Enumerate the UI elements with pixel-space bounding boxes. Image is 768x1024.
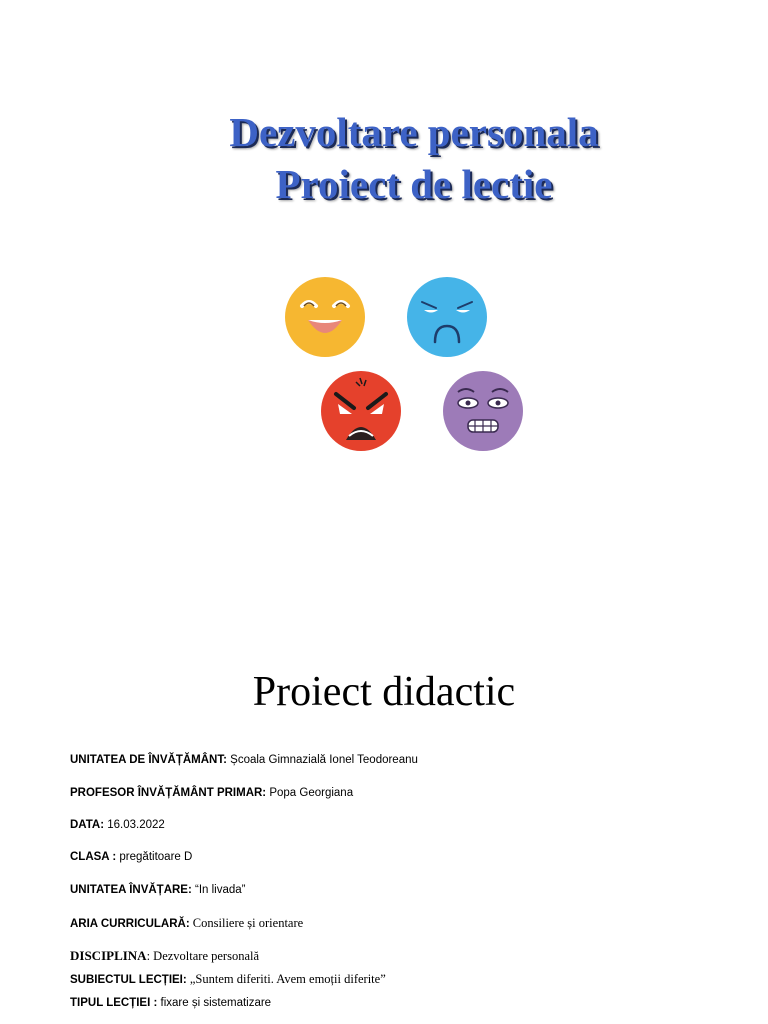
field-learning-unit — [70, 884, 246, 896]
title-line-1: Dezvoltare personala — [229, 109, 599, 155]
anxious-face-icon — [442, 370, 524, 452]
field-label: PROFESOR ÎNVĂȚĂMÂNT PRIMAR: — [70, 787, 267, 799]
field-label: DISCIPLINA — [70, 948, 147, 963]
field-value: Școala Gimnazială Ionel Teodoreanu — [226, 754, 418, 766]
field-value: „Suntem diferiti. Avem emoții diferite” — [186, 972, 386, 986]
field-curricular-area — [70, 916, 303, 931]
emotion-faces-illustration — [280, 268, 530, 458]
field-value: fixare și sistematizare — [157, 997, 272, 1009]
field-label: ARIA CURRICULARĂ: — [70, 918, 190, 930]
document-subtitle: Proiect didactic — [252, 669, 516, 715]
field-date — [70, 819, 165, 831]
field-label: SUBIECTUL LECȚIEI: — [70, 974, 187, 986]
field-value: Popa Georgiana — [266, 787, 354, 799]
field-label: UNITATEA ÎNVĂȚARE: — [70, 884, 192, 896]
field-teacher — [70, 787, 353, 799]
sad-face-icon — [406, 276, 488, 358]
field-value: Consiliere și orientare — [189, 916, 304, 930]
field-discipline — [70, 948, 259, 964]
field-value: “In livada” — [191, 884, 246, 896]
field-label: TIPUL LECȚIEI : — [70, 997, 158, 1009]
happy-face-icon — [284, 276, 366, 358]
field-value: pregătitoare D — [116, 851, 193, 863]
field-value: : Dezvoltare personală — [146, 949, 260, 963]
field-lesson-subject — [70, 972, 386, 987]
field-label: UNITATEA DE ÎNVĂȚĂMÂNT: — [70, 754, 227, 766]
title-line-2: Proiect de lectie — [275, 161, 553, 207]
field-class — [70, 851, 192, 863]
field-school — [70, 754, 418, 766]
angry-face-icon — [320, 370, 402, 452]
field-label: CLASA : — [70, 851, 117, 863]
field-label: DATA: — [70, 819, 105, 831]
field-lesson-type — [70, 997, 271, 1009]
field-value: 16.03.2022 — [104, 819, 165, 831]
